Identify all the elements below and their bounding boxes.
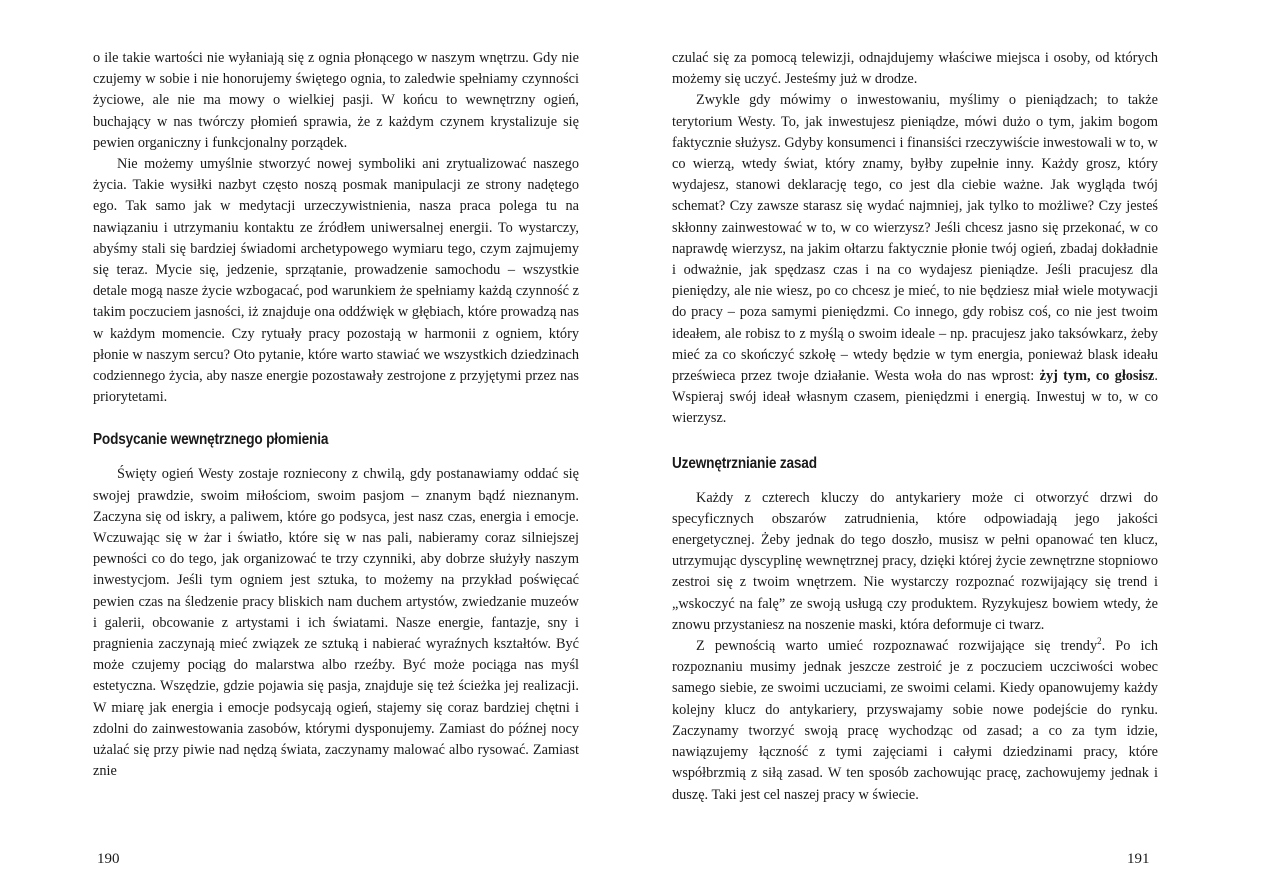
paragraph-text: Zwykle gdy mówimy o inwestowaniu, myślimy o pieniądzach; to także terytorium Westy. To, jak inwestujesz pieniądze, mówi dużo o tym, jakim bogom faktycznie służysz. Gdyby konsumenci i finansiści rzeczywiście inwestowali w to, w co wierzą, wtedy świat, który znamy, byłby zupełnie inny. Każdy grosz, który wydajesz, stanowi deklarację tego, co jest dla ciebie ważne. Jak wygląda twój schemat? Czy zawsze starasz się wydać najmniej, jak tylko to możliwe? Czy jesteś skłonny zainwestować w to, w co wierzysz? Jeśli chcesz jasno się przekonać, w co naprawdę wierzysz, na jakim ołtarzu faktycznie płonie twój ogień, zbadaj dokładnie i odważnie, jak spędzasz czas i na co wydajesz pieniądze. Jeśli pracujesz dla pieniędzy, ale nie wiesz, po co chcesz je mieć, to nie będziesz miał wiele motywacji do pracy – poza samymi pieniędzmi. Co innego, gdy robisz coś, co nie jest twoim ideałem, ale robisz to z myślą o swoim ideale – np. pracujesz jako taksówkarz, żeby mieć za co skończyć szkołę – wtedy będzie w tym energia, ponieważ blask ideału prześwieca przez twoje działanie. Westa woła do nas wprost: (672, 92, 1158, 385)
paragraph (672, 90, 1158, 429)
paragraph: Święty ogień Westy zostaje rozniecony z chwilą, gdy postanawiamy oddać się swojej prawdzie, swoim miłościom, swoim pasjom – znanym bądź nieznanym. Zaczyna się od iskry, a paliwem, które go podsyca, jest nasz czas, energia i emocje. Wczuwając się w żar i światło, które się w nas pali, nabieramy coraz silniejszej pewności co do tego, jak organizować te trzy czynniki, aby dobrze służyły naszym inwestycjom. Jeśli tym ogniem jest sztuka, to możemy na przykład poświęcać pewien czas na śledzenie pracy bliskich nam duchem artystów, zwiedzanie muzeów i galerii, obcowanie z artystami i ich światami. Nasze energie, fantazje, sny i pragnienia zaczynają mieć związek ze sztuką i nabierać wyraźnych kształtów. Być może czujemy pociąg do malarstwa albo rzeźby. Być może pociąga nas myśl estetyczna. Wszędzie, gdzie pojawia się pasja, znajduje się też ścieżka jej realizacji. W miarę jak energia i emocje podsycają ogień, stajemy się coraz bardziej chętni i zdolni do zainwestowania zasobów, którymi dysponujemy. Zamiast do późnej nocy użalać się przy piwie nad nędzą świata, zaczynamy malować albo rysować. Zamiast znie (93, 466, 579, 780)
page-number-right: 191 (1127, 851, 1150, 867)
paragraph-text: Z pewnością warto umieć rozpoznawać rozwijające się trendy (696, 638, 1098, 655)
paragraph-text: . Wspieraj swój ideał własnym czasem, pieniędzmi i energią. Inwestuj w to, w co wierzysz. (672, 368, 1158, 427)
paragraph: o ile takie wartości nie wyłaniają się z ognia płonącego w naszym wnętrzu. Gdy nie czujemy w sobie i nie honorujemy świętego ognia, to zaledwie spełniamy czynności życiowe, ale nie ma mowy o wielkiej pasji. W końcu to wewnętrzny ogień, buchający w nas twórczy płomień sprawia, że z każdym czynem krystalizuje się pewien organiczny i funkcjonalny porządek. (93, 50, 579, 151)
section-heading: Podsycanie wewnętrznego płomienia (93, 431, 329, 449)
paragraph: Każdy z czterech kluczy do antykariery może ci otworzyć drzwi do specyficznych obszarów zatrudnienia, które odpowiadają jego jakości energetycznej. Żeby jednak do tego doszło, musisz w pełni opanować ten klucz, utrzymując dyscyplinę wewnętrznej pracy, dzięki której życie zewnętrzne stopniowo zestroi się z twoim wnętrzem. Nie wystarczy rozpoznać rozwijający się trend i „wskoczyć na falę” ze swoją usługą czy produktem. Ryzykujesz bowiem wtedy, że znowu przystaniesz na noszenie maski, która deformuje ci twarz. (672, 489, 1158, 633)
paragraph: czulać się za pomocą telewizji, odnajdujemy właściwe miejsca i osoby, od których możemy się uczyć. Jesteśmy już w drodze. (672, 50, 1158, 88)
footnote-marker[interactable]: 2 (1097, 636, 1102, 647)
paragraph: Nie możemy umyślnie stworzyć nowej symboliki ani zrytualizować naszego życia. Takie wysiłki nazbyt często noszą posmak manipulacji ze strony nadętego ego. Tak samo jak w medytacji urzeczywistnienia, nasza praca polega tu na nawiązaniu i utrzymaniu kontaktu ze źródłem uniwersalnej energii. To wystarczy, abyśmy stali się bardziej świadomi archetypowego wymiaru tego, czym zajmujemy się teraz. Mycie się, jedzenie, sprzątanie, prowadzenie samochodu – wszystkie detale mogą nasze życie wzbogacać, pod warunkiem że spełniamy każdą czynność z takim poczuciem jasności, iż znajduje ona oddźwięk w głębiach, które prowadzą nas w każdym momencie. Czy rytuały pracy pozostają w harmonii z ogniem, który płonie w naszym sercu? Oto pytanie, które warto stawiać we wszystkich dziedzinach codziennego życia, aby nasze energie pozostawały zestrojone z przyjętymi przez nas priorytetami. (93, 156, 579, 406)
paragraph (672, 636, 1158, 806)
page-number-left: 190 (97, 851, 120, 867)
bold-phrase: żyj tym, co głosisz (1039, 368, 1155, 385)
right-page (672, 48, 1158, 806)
section-heading: Uzewnętrznianie zasad (672, 454, 817, 472)
left-page (93, 48, 579, 783)
paragraph-text: . Po ich rozpoznaniu musimy jednak jeszcze zestroić je z poczuciem uczciwości wobec samego siebie, ze swoimi uczuciami, ze swoimi celami. Kiedy opanowujemy każdy kolejny klucz do antykariery, przyswajamy sobie nowe podejście do rynku. Zaczynamy tworzyć swoją pracę wychodząc od zasad; a co za tym idzie, nawiązujemy łączność z tymi zajęciami i całymi dziedzinami pracy, które współbrzmią z siłą zasad. W ten sposób zachowując pracę, zachowujemy jednak i duszę. Taki jest cel naszej pracy w świecie. (672, 638, 1158, 803)
